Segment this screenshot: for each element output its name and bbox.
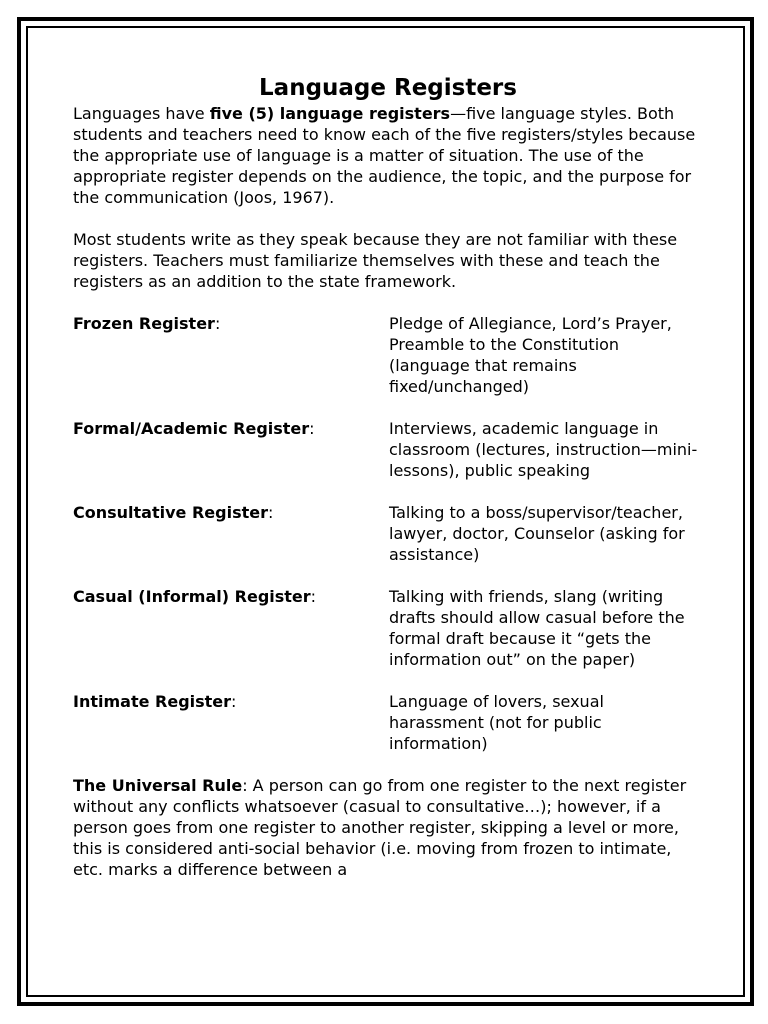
- register-name-label: Intimate Register: [73, 692, 232, 711]
- register-examples: Talking with friends, slang (writing drafts should allow casual before the formal draft because it “gets the information out” on the paper): [389, 587, 685, 669]
- register-name-colon: :: [267, 503, 274, 522]
- document-body: [73, 74, 703, 952]
- register-row-formal: [73, 418, 703, 481]
- register-name-colon: :: [214, 314, 221, 333]
- register-row-intimate: [73, 691, 703, 754]
- register-name-label: Casual (Informal) Register: [73, 587, 311, 606]
- register-examples: Pledge of Allegiance, Lord’s Prayer, Preamble to the Constitution (language that remains fixed/unchanged): [389, 314, 672, 396]
- register-row-consultative: [73, 502, 703, 565]
- intro-bold: five (5) language registers: [209, 104, 451, 123]
- register-row-frozen: [73, 313, 703, 397]
- register-name-colon: :: [231, 692, 237, 711]
- document-title: Language Registers: [259, 75, 517, 101]
- register-name-label: Frozen Register: [73, 314, 215, 333]
- register-name: [73, 418, 389, 481]
- register-name-label: Consultative Register: [73, 503, 268, 522]
- register-row-casual: [73, 586, 703, 670]
- intro-paragraph: [73, 103, 703, 208]
- universal-rule-paragraph: [73, 775, 703, 880]
- universal-rule-label: The Universal Rule: [73, 776, 243, 795]
- register-name: [73, 313, 389, 397]
- intro-lead: Languages have: [73, 104, 210, 123]
- register-examples: Language of lovers, sexual harassment (not for public information): [389, 692, 604, 753]
- register-name: [73, 691, 389, 754]
- register-list: [73, 313, 703, 754]
- register-examples: Talking to a boss/supervisor/teacher, lawyer, doctor, Counselor (asking for assistance): [389, 503, 685, 564]
- register-name-label: Formal/Academic Register: [73, 419, 310, 438]
- register-name-colon: :: [310, 587, 317, 606]
- register-name: [73, 502, 389, 565]
- register-examples: Interviews, academic language in classroom (lectures, instruction—mini-lessons), public speaking: [389, 419, 698, 480]
- universal-rule-text: : A person can go from one register to the next register without any conflicts whatsoever (casual to consultative…); however, if a person goes from one register to another register, skipping a level or more, this is considered anti-social behavior (i.e. moving from frozen to intimate, etc. marks a difference between a: [73, 776, 687, 879]
- register-name: [73, 586, 389, 670]
- second-paragraph: Most students write as they speak because they are not familiar with these registers. Teachers must familiarize themselves with these and teach the registers as an addition to the state framework.: [73, 230, 678, 291]
- register-name-colon: :: [309, 419, 315, 438]
- intro-rest: —five language styles. Both students and teachers need to know each of the five registers/styles because the appropriate use of language is a matter of situation. The use of the appropriate register depends on the audience, the topic, and the purpose for the communication (Joos, 1967).: [73, 104, 696, 207]
